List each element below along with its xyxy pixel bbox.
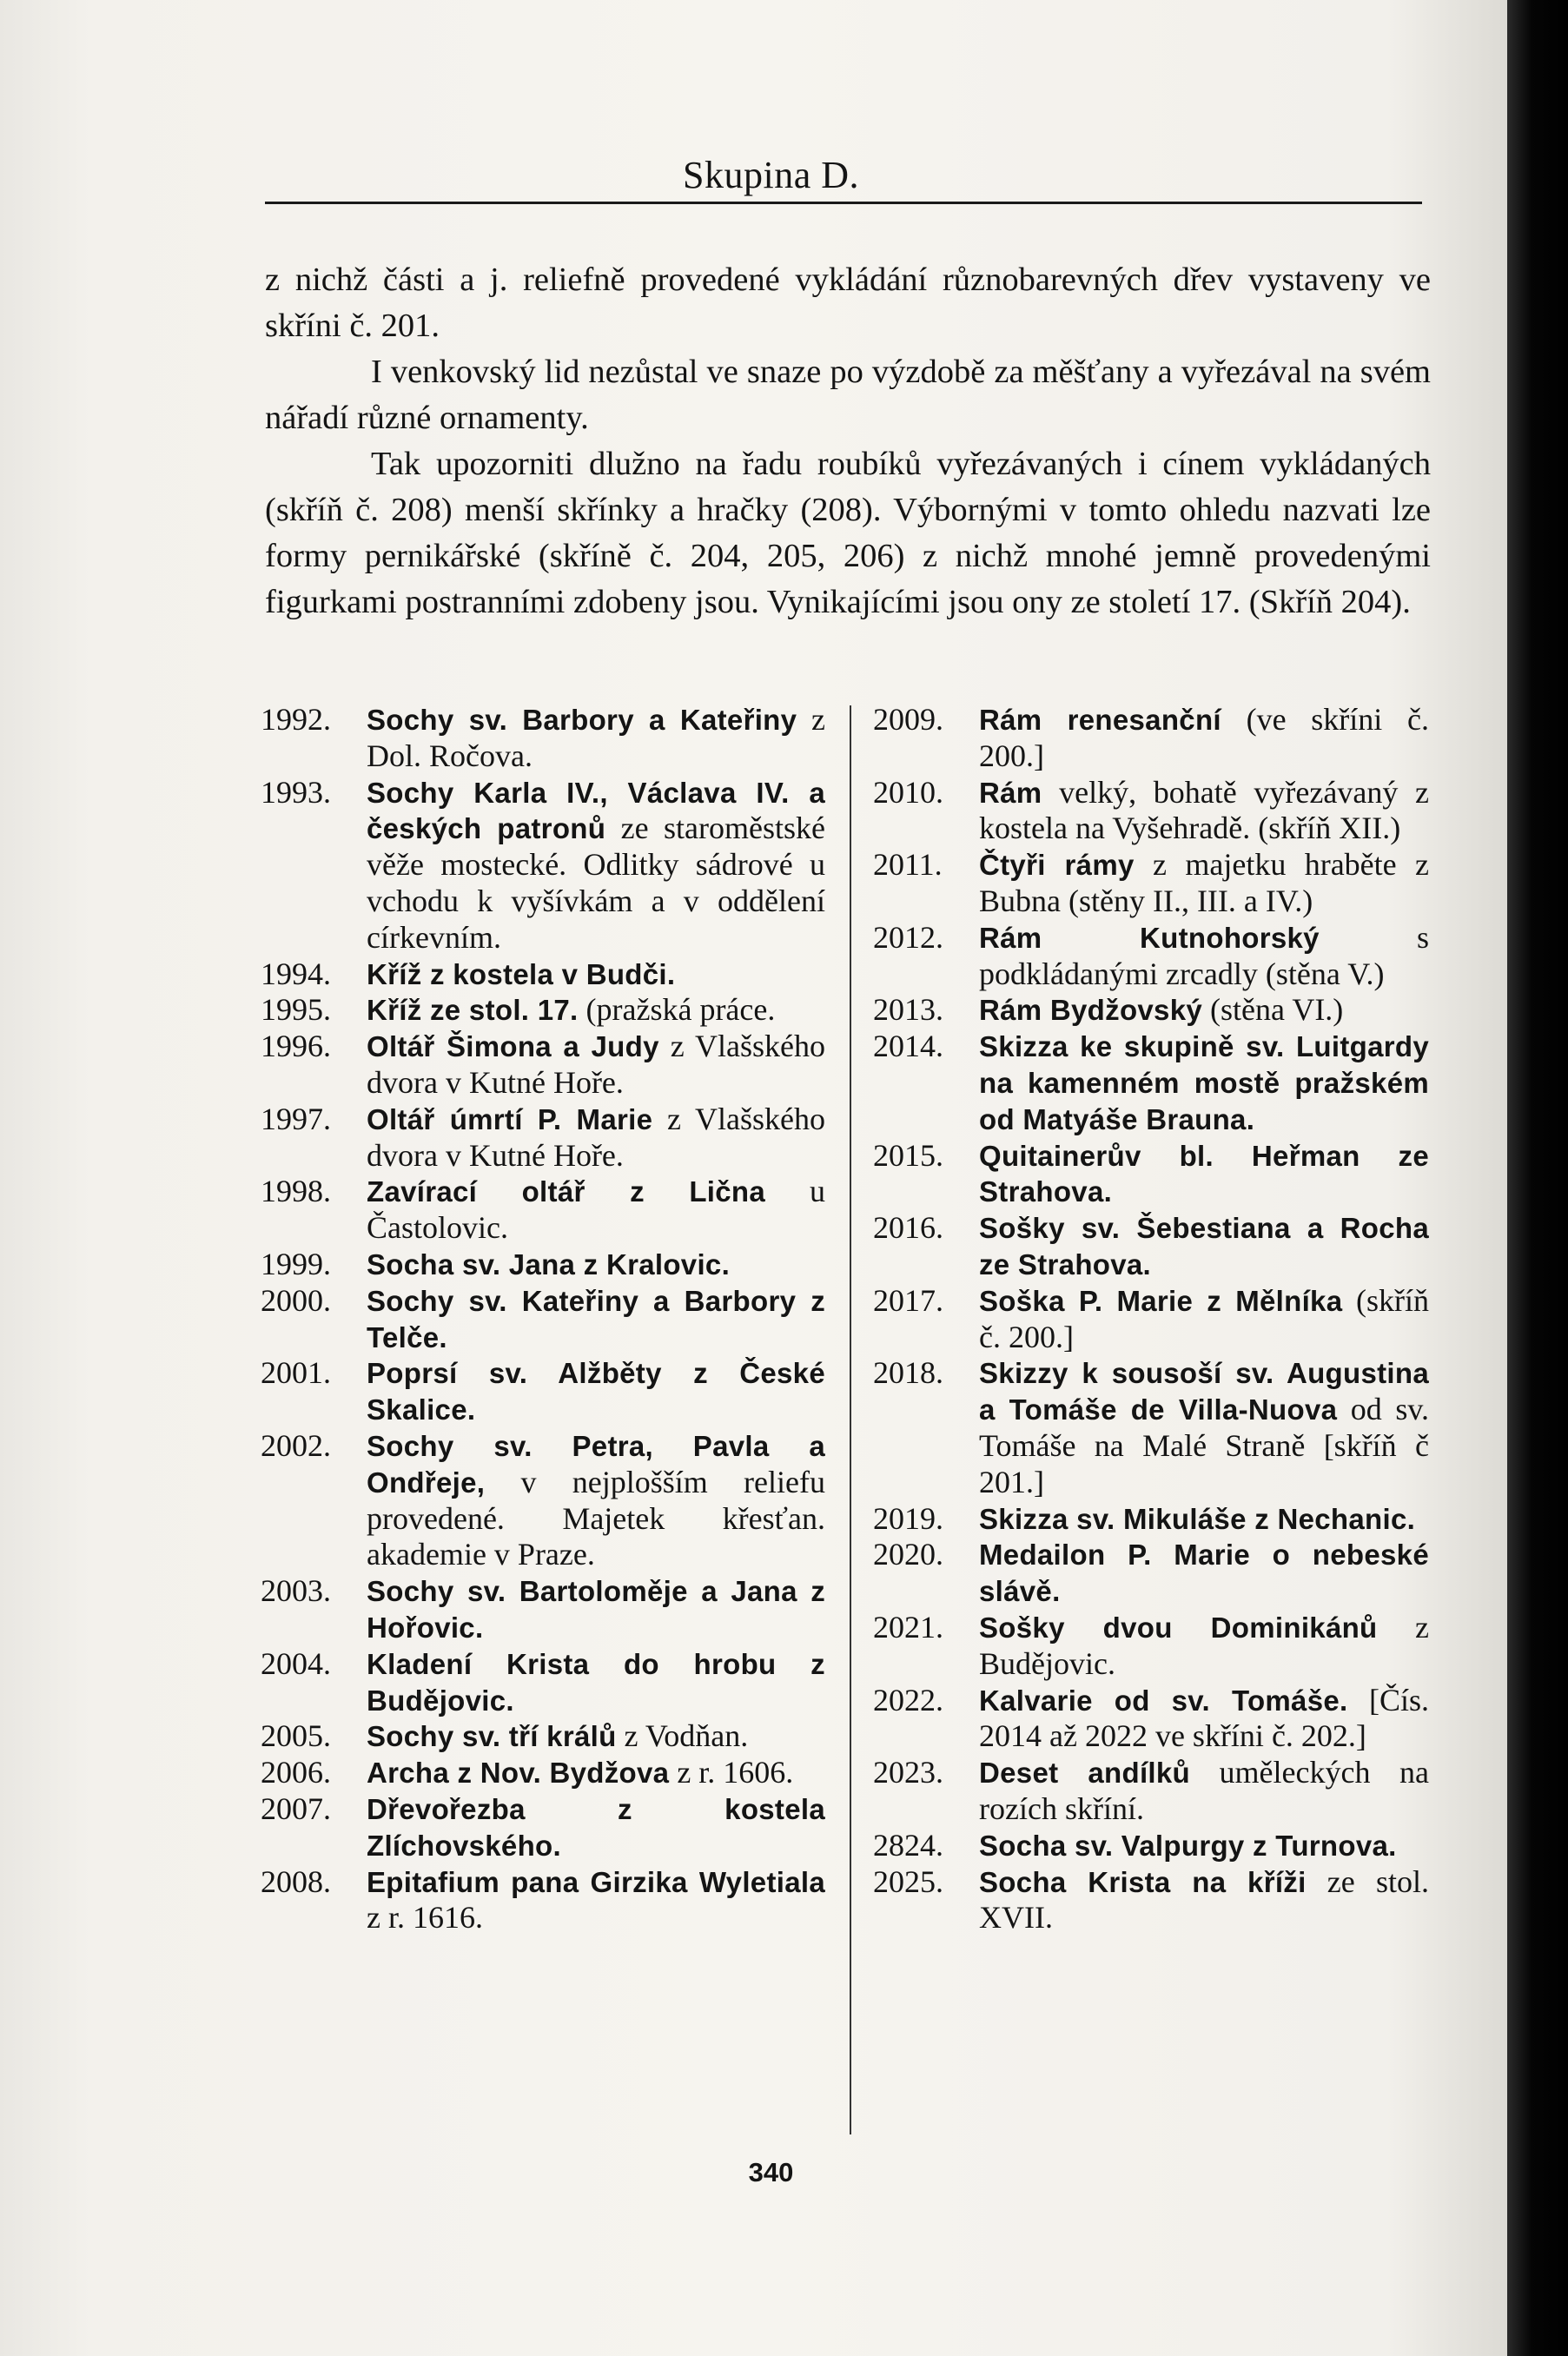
entry-text: z Budějovic. — [979, 1609, 1429, 1681]
entry-title: Čtyři rámy — [979, 849, 1135, 882]
entry-body — [367, 1029, 825, 1102]
entry-number: 2009. — [873, 702, 943, 737]
entry-number: 2000. — [261, 1282, 331, 1318]
catalog-entry — [873, 847, 1429, 920]
catalog-entry — [261, 1247, 825, 1283]
entry-number: 1995. — [261, 992, 331, 1028]
entry-text: ze staroměstské věže mostecké. Odlitky sádrové u vchodu k vyšívkám a v oddělení církevním. — [367, 811, 825, 955]
entry-title: Deset andílků — [979, 1757, 1191, 1790]
entry-body — [979, 920, 1429, 993]
entry-body — [367, 1573, 825, 1646]
entry-number: 2003. — [261, 1573, 331, 1609]
page-header-title: Skupina D. — [683, 154, 859, 196]
entry-body — [367, 1646, 825, 1719]
entry-title: Quitainerův bl. Heřman ze Strahova. — [979, 1139, 1429, 1208]
entry-number: 2007. — [261, 1790, 331, 1826]
entry-title: Sochy sv. tří králů — [367, 1720, 617, 1753]
entry-number: 2014. — [873, 1029, 943, 1064]
entry-text: z Dol. Ročova. — [367, 702, 825, 773]
entry-body — [367, 1791, 825, 1864]
entry-title: Dřevořezba z kostela Zlíchovského. — [367, 1792, 825, 1862]
entry-body — [367, 1355, 825, 1428]
entry-title: Sochy Karla IV., Václava IV. a českých patronů — [367, 776, 825, 845]
header-rule — [265, 202, 1422, 204]
entry-title: Oltář Šimona a Judy — [367, 1030, 659, 1063]
entry-body — [979, 1828, 1429, 1864]
entry-title: Sošky sv. Šebestiana a Rocha ze Strahova. — [979, 1212, 1429, 1281]
catalog-entry — [873, 1537, 1429, 1610]
catalog-entry — [261, 1355, 825, 1428]
entry-title: Sochy sv. Petra, Pavla a Ondřeje, — [367, 1429, 825, 1499]
intro-text — [265, 257, 1431, 625]
entry-text: u Častolovic. — [367, 1174, 825, 1246]
entry-text: z Vlašského dvora v Kutné Hoře. — [367, 1101, 825, 1173]
entry-body — [367, 1247, 825, 1283]
entry-body — [979, 1755, 1429, 1828]
entry-text: z Vodňan. — [616, 1718, 749, 1754]
scan-edge — [1507, 0, 1568, 2356]
entry-text: uměleckých na rozích skříní. — [979, 1755, 1429, 1826]
entry-title: Kladení Krista do hrobu z Budějovic. — [367, 1647, 825, 1717]
catalog-entry — [261, 775, 825, 956]
entry-text: z Vlašského dvora v Kutné Hoře. — [367, 1029, 825, 1100]
entry-body — [367, 1864, 825, 1937]
entry-body — [367, 992, 825, 1029]
catalog-column-right — [873, 702, 1429, 1936]
entry-title: Skizzy k sousoší sv. Augustina a Tomáše de Villa-Nuova — [979, 1357, 1429, 1426]
entry-number: 2006. — [261, 1755, 331, 1790]
intro-paragraph: z nichž části a j. reliefně provedené vykládání různobarevných dřev vystaveny ve skříni č. 201. — [265, 261, 1431, 344]
entry-body — [979, 1283, 1429, 1356]
entry-number: 2019. — [873, 1500, 943, 1536]
catalog-entry — [261, 1283, 825, 1356]
entry-text: [Čís. 2014 až 2022 ve skříni č. 202.] — [979, 1682, 1429, 1754]
entry-number: 2002. — [261, 1427, 331, 1463]
entry-body — [367, 1283, 825, 1356]
entry-title: Rám Kutnohorský — [979, 921, 1320, 954]
catalog-entry — [873, 702, 1429, 775]
entry-title: Rám Bydžovský — [979, 994, 1203, 1027]
entry-title: Epitafium pana Girzika Wyletiala — [367, 1865, 825, 1898]
entry-text: (stěna VI.) — [1202, 992, 1344, 1028]
catalog-entry — [261, 1573, 825, 1646]
entry-body — [979, 702, 1429, 775]
entry-text: (ve skříni č. 200.] — [979, 702, 1429, 773]
catalog-entry — [261, 992, 825, 1029]
catalog-entry — [261, 1428, 825, 1573]
catalog-entry — [873, 1610, 1429, 1683]
catalog-entry — [873, 1138, 1429, 1211]
intro-paragraph: I venkovský lid nezůstal ve snaze po výzdobě za měšťany a vyřezával na svém nářadí různé ornamenty. — [265, 354, 1431, 436]
entry-title: Archa z Nov. Bydžova — [367, 1757, 670, 1790]
entry-body — [979, 1210, 1429, 1283]
page-number: 340 — [748, 2157, 794, 2187]
entry-number: 1994. — [261, 956, 331, 991]
entry-title: Sochy sv. Bartoloměje a Jana z Hořovic. — [367, 1575, 825, 1644]
entry-title: Rám renesanční — [979, 704, 1221, 736]
catalog-entry — [261, 1791, 825, 1864]
catalog-entry — [873, 1501, 1429, 1538]
entry-number: 2010. — [873, 774, 943, 810]
entry-number: 1993. — [261, 774, 331, 810]
entry-number: 2004. — [261, 1645, 331, 1681]
entry-number: 1996. — [261, 1029, 331, 1064]
catalog-entry — [873, 1755, 1429, 1828]
catalog-entry — [873, 1864, 1429, 1937]
entry-number: 2025. — [873, 1863, 943, 1899]
entry-text: (pražská práce. — [578, 992, 776, 1028]
catalog-entry — [261, 1718, 825, 1755]
catalog-entry — [261, 1029, 825, 1102]
entry-title: Poprsí sv. Alžběty z České Skalice. — [367, 1357, 825, 1426]
entry-number: 2020. — [873, 1537, 943, 1572]
entry-body — [979, 1029, 1429, 1137]
entry-number: 2013. — [873, 992, 943, 1028]
entry-title: Kalvarie od sv. Tomáše. — [979, 1684, 1348, 1717]
catalog-entry — [873, 992, 1429, 1029]
catalog-entry — [873, 775, 1429, 848]
entry-number: 2023. — [873, 1755, 943, 1790]
entry-title: Sochy sv. Kateřiny a Barbory z Telče. — [367, 1284, 825, 1353]
entry-title: Socha Krista na kříži — [979, 1865, 1307, 1898]
entry-text: s podkládanými zrcadly (stěna V.) — [979, 919, 1429, 991]
entry-title: Soška P. Marie z Mělníka — [979, 1284, 1343, 1317]
entry-text: od sv. Tomáše na Malé Straně [skříň č 201.] — [979, 1392, 1430, 1499]
catalog-entry — [873, 1283, 1429, 1356]
catalog-entry — [873, 1355, 1429, 1500]
entry-body — [367, 1174, 825, 1247]
entry-body — [979, 992, 1429, 1029]
entry-number: 1998. — [261, 1174, 331, 1209]
entry-number: 2016. — [873, 1210, 943, 1246]
catalog-entry — [261, 1646, 825, 1719]
entry-title: Skizza ke skupině sv. Luitgardy na kamenném mostě pražském od Matyáše Brauna. — [979, 1030, 1429, 1135]
entry-number: 2021. — [873, 1609, 943, 1645]
entry-body — [979, 1355, 1429, 1500]
intro-paragraph: Tak upozorniti dlužno na řadu roubíků vyřezávaných i cínem vykládaných (skříň č. 208) menší skřínky a hračky (208). Výbornými v tomto ohledu nazvati lze formy pernikářské (skříně č. 204, 205, 206) z nichž mnohé jemně provedenými figurkami postranními zdobeny jsou. Vynikajícími jsou ony ze století 17. (Skříň 204). — [265, 446, 1431, 620]
catalog-entry — [261, 1755, 825, 1791]
entry-title: Kříž z kostela v Budči. — [367, 957, 676, 990]
entry-number: 1992. — [261, 702, 331, 737]
entry-title: Skizza sv. Mikuláše z Nechanic. — [979, 1502, 1416, 1535]
entry-title: Sochy sv. Barbory a Kateřiny — [367, 704, 797, 736]
catalog-entry — [873, 1029, 1429, 1137]
entry-body — [979, 1610, 1429, 1683]
catalog-entry — [261, 956, 825, 993]
entry-body — [979, 1138, 1429, 1211]
entry-title: Socha sv. Valpurgy z Turnova. — [979, 1829, 1397, 1862]
catalog-entry — [873, 1828, 1429, 1864]
entry-number: 2011. — [873, 847, 943, 883]
entry-text: (skříň č. 200.] — [979, 1282, 1429, 1354]
entry-text: z majetku hraběte z Bubna (stěny II., III. a IV.) — [979, 847, 1429, 918]
catalog-entry — [873, 1210, 1429, 1283]
entry-body — [367, 1755, 825, 1791]
entry-body — [367, 1428, 825, 1573]
entry-number: 2015. — [873, 1137, 943, 1173]
entry-title: Zavírací oltář z Lična — [367, 1175, 766, 1208]
entry-number: 1999. — [261, 1246, 331, 1281]
entry-body — [367, 1102, 825, 1175]
entry-body — [979, 1501, 1429, 1538]
catalog-entry — [873, 920, 1429, 993]
entry-title: Sošky dvou Dominikánů — [979, 1611, 1378, 1644]
catalog-entry — [873, 1683, 1429, 1756]
entry-body — [367, 956, 825, 993]
entry-body — [979, 1683, 1429, 1756]
entry-body — [979, 1864, 1429, 1937]
entry-text: v nejplošším reliefu provedené. Majetek křesťan. akademie v Praze. — [367, 1464, 825, 1572]
catalog-column-left — [261, 702, 825, 1936]
entry-number: 2008. — [261, 1863, 331, 1899]
entry-number: 2012. — [873, 919, 943, 955]
entry-body — [979, 775, 1429, 848]
catalog-entry — [261, 1864, 825, 1937]
catalog-entry — [261, 702, 825, 775]
entry-text: ze stol. XVII. — [979, 1863, 1429, 1936]
entry-number: 2017. — [873, 1282, 943, 1318]
entry-number: 2005. — [261, 1718, 331, 1754]
entry-title: Rám — [979, 776, 1042, 809]
entry-body — [367, 702, 825, 775]
entry-body — [979, 1537, 1429, 1610]
entry-number: 2022. — [873, 1682, 943, 1717]
entry-number: 2824. — [873, 1827, 943, 1863]
catalog-entry — [261, 1102, 825, 1175]
entry-title: Oltář úmrtí P. Marie — [367, 1102, 653, 1135]
entry-number: 2001. — [261, 1355, 331, 1391]
entry-title: Medailon P. Marie o nebeské slávě. — [979, 1539, 1429, 1608]
entry-body — [979, 847, 1429, 920]
entry-text: z r. 1606. — [669, 1755, 794, 1790]
entry-title: Kříž ze stol. 17. — [367, 994, 579, 1027]
entry-number: 2018. — [873, 1355, 943, 1391]
entry-text: z r. 1616. — [367, 1900, 483, 1936]
catalog-entry — [261, 1174, 825, 1247]
entry-title: Socha sv. Jana z Kralovic. — [367, 1247, 731, 1281]
entry-number: 1997. — [261, 1101, 331, 1136]
entry-body — [367, 775, 825, 956]
entry-text: velký, bohatě vyřezávaný z kostela na Vyšehradě. (skříň XII.) — [979, 774, 1429, 846]
entry-body — [367, 1718, 825, 1755]
column-divider — [850, 705, 851, 2134]
